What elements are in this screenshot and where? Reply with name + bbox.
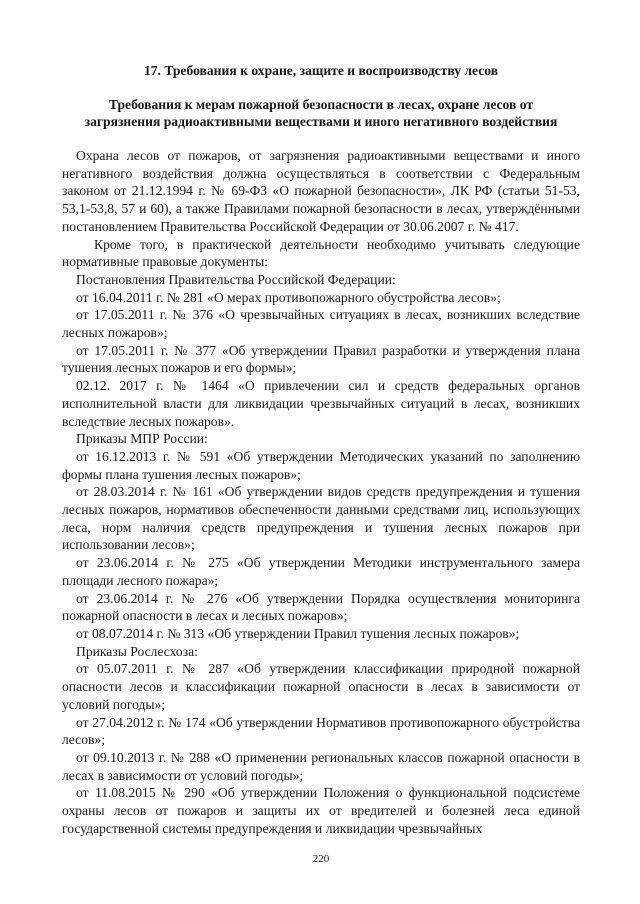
paragraph: Приказы Рослесхоза: (76, 643, 198, 659)
paragraph: от 23.06.2014 г. № 275 «Об утверждении Методики инструментального замера площади лесного пожара»; (62, 555, 580, 588)
document-page (62, 0, 580, 904)
body-text (62, 147, 580, 837)
paragraph: от 08.07.2014 г. № 313 «Об утверждении Правил тушения лесных пожаров»; (76, 625, 520, 641)
paragraph: Охрана лесов от пожаров, от загрязнения радиоактивными веществами и иного негативного воздействия должна осуществляться в соответствии с Федеральным законом от 21.12.1994 г. № 69-ФЗ «О пожарной безопасности», ЛК РФ (статьи 51-53, 53,1-53,8, 57 и 60), а также Правилами пожарной безопасности в лесах, утверждёнными постановлением Правительства Российской Федерации от 30.06.2007 г. № 417. (62, 148, 580, 234)
subsection-title (62, 96, 580, 130)
paragraph: от 28.03.2014 г. № 161 «Об утверждении видов средств предупреждения и тушения лесных пожаров, нормативов обеспеченности данными средствами лиц, использующих леса, норм наличия средств предупреждения и тушения лесных пожаров при использовании лесов»; (62, 484, 580, 553)
paragraph: от 17.05.2011 г. № 376 «О чрезвычайных ситуациях в лесах, возникших вследствие лесных пожаров»; (62, 307, 580, 341)
paragraph: Постановления Правительства Российской Федерации: (76, 271, 396, 287)
paragraph: Приказы МПР России: (76, 431, 208, 447)
paragraph: от 05.07.2011 г. № 287 «Об утверждении классификации природной пожарной опасности лесов и классификации пожарной опасности в лесах в зависимости от условий погоды»; (62, 661, 580, 712)
paragraph: от 17.05.2011 г. № 377 «Об утверждении Правил разработки и утверждения плана тушения лесных пожаров и его формы»; (62, 342, 580, 376)
paragraph: от 27.04.2012 г. № 174 «Об утверждении Нормативов противопожарного обустройства лесов»; (62, 714, 580, 748)
paragraph: 02.12. 2017 г. № 1464 «О привлечении сил и средств федеральных органов исполнительной власти для ликвидации чрезвычайных ситуаций в лесах, возникших вследствие лесных пожаров». (62, 378, 580, 429)
section-title: 17. Требования к охране, защите и воспроизводству лесов (143, 63, 499, 78)
paragraph: от 11.08.2015 № 290 «Об утверждении Положения о функциональной подсистеме охраны лесов от пожаров и защиты их от вредителей и болезней леса единой государственной системы предупреждения и ликвидации чрезвычайных (62, 785, 580, 836)
paragraph: от 23.06.2014 г. № 276 «Об утверждении Порядка осуществления мониторинга пожарной опасности в лесах и лесных пожаров»; (62, 590, 580, 624)
paragraph: Кроме того, в практической деятельности необходимо учитывать следующие нормативные правовые документы: (62, 236, 580, 270)
paragraph: от 16.04.2011 г. № 281 «О мерах противопожарного обустройства лесов»; (76, 289, 501, 305)
subsection-title-line: Требования к мерам пожарной безопасности в лесах, охране лесов от (108, 97, 534, 112)
paragraph: от 09.10.2013 г. № 288 «О применении региональных классов пожарной опасности в лесах в зависимости от условий погоды»; (62, 749, 580, 783)
paragraph: от 16.12.2013 г. № 591 «Об утверждении Методических указаний по заполнению формы плана тушения лесных пожаров»; (62, 448, 580, 482)
subsection-title-line: загрязнения радиоактивными веществами и иного негативного воздействия (84, 114, 558, 129)
page-number: 220 (312, 853, 330, 865)
